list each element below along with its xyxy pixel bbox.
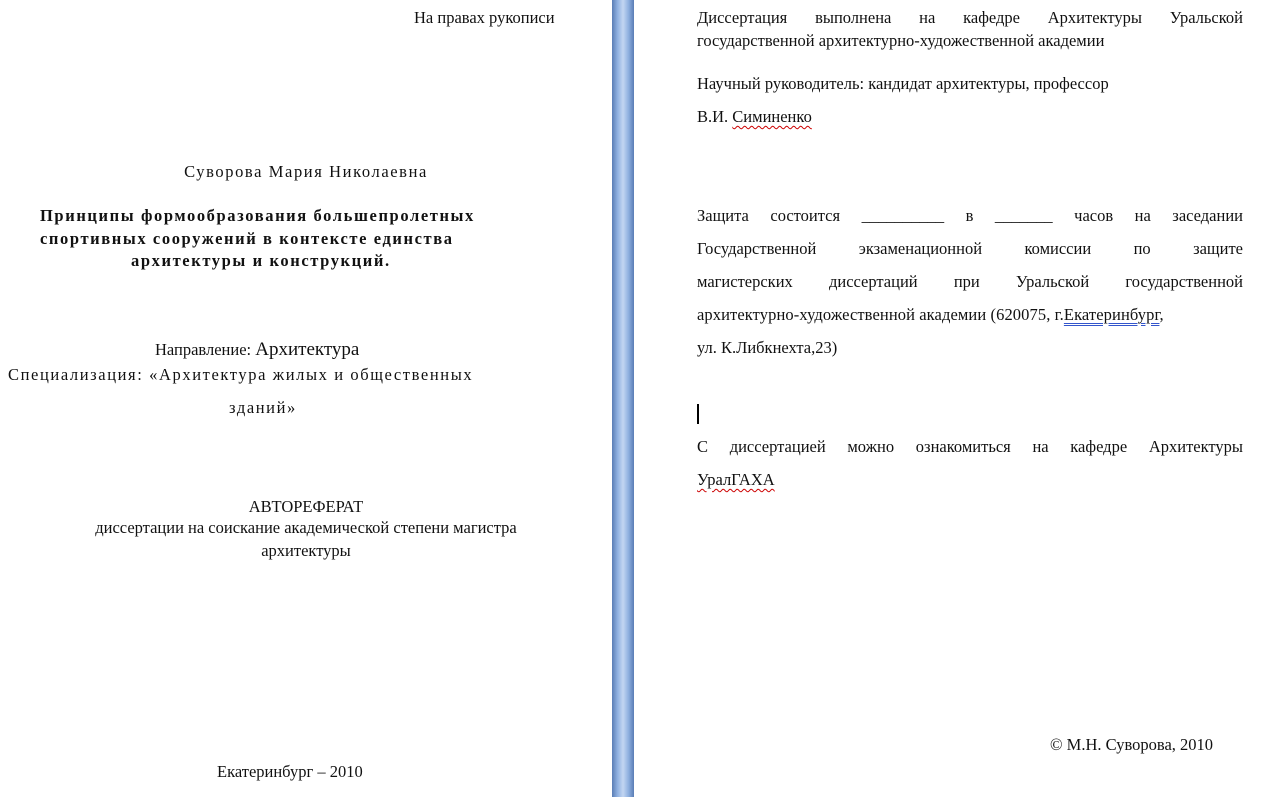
library-line-2	[697, 470, 775, 490]
specialization-line-2: зданий»	[229, 398, 297, 417]
supervisor-line	[697, 107, 812, 127]
defense-line-4-part-c: ,	[1159, 305, 1164, 324]
doc-purpose-line-1: диссертации на соискание академической степени магистра	[95, 518, 517, 537]
defense-line-1: Защита состоится __________ в _______ часов на заседании	[697, 206, 1243, 225]
done-at-line-2: государственной архитектурно-художественной академии	[697, 31, 1105, 50]
supervisor-name: Симиненко	[732, 107, 812, 126]
title-line-3: архитектуры и конструкций.	[131, 251, 391, 270]
defense-line-4-city: Екатеринбург	[1063, 305, 1160, 324]
author-name: Суворова Мария Николаевна	[184, 162, 428, 181]
doc-purpose-line-2: архитектуры	[261, 541, 351, 560]
supervisor-label: Научный руководитель: кандидат архитектуры, профессор	[697, 74, 1109, 93]
specialization-line-1: Специализация: «Архитектура жилых и общественных	[8, 365, 474, 384]
title-line-2: спортивных сооружений в контексте единства	[40, 229, 454, 248]
defense-line-2: Государственной экзаменационной комиссии по защите	[697, 239, 1243, 258]
library-name: УралГАХА	[697, 470, 775, 489]
defense-line-4	[697, 305, 1164, 325]
supervisor-initials: В.И.	[697, 107, 733, 126]
defense-line-3: магистерских диссертаций при Уральской государственной	[697, 272, 1243, 291]
direction-line	[155, 340, 359, 360]
direction-value: Архитектура	[255, 339, 360, 360]
place-year: Екатеринбург – 2010	[217, 762, 363, 781]
defense-line-5: ул. К.Либкнехта,23)	[697, 338, 838, 357]
rights-notice: На правах рукописи	[414, 8, 555, 27]
doc-type: АВТОРЕФЕРАТ	[248, 497, 364, 516]
library-line-1: С диссертацией можно ознакомиться на кафедре Архитектуры	[697, 437, 1243, 456]
defense-line-4-part-a: архитектурно-художественной академии (620075, г.	[697, 305, 1064, 324]
text-cursor[interactable]	[697, 404, 699, 424]
page-gutter	[612, 0, 634, 797]
done-at-line-1: Диссертация выполнена на кафедре Архитектуры Уральской	[697, 8, 1243, 27]
left-page	[0, 0, 612, 797]
copyright: © М.Н. Суворова, 2010	[1050, 735, 1214, 754]
direction-label: Направление:	[155, 340, 256, 359]
title-line-1: Принципы формообразования большепролетных	[40, 206, 475, 225]
